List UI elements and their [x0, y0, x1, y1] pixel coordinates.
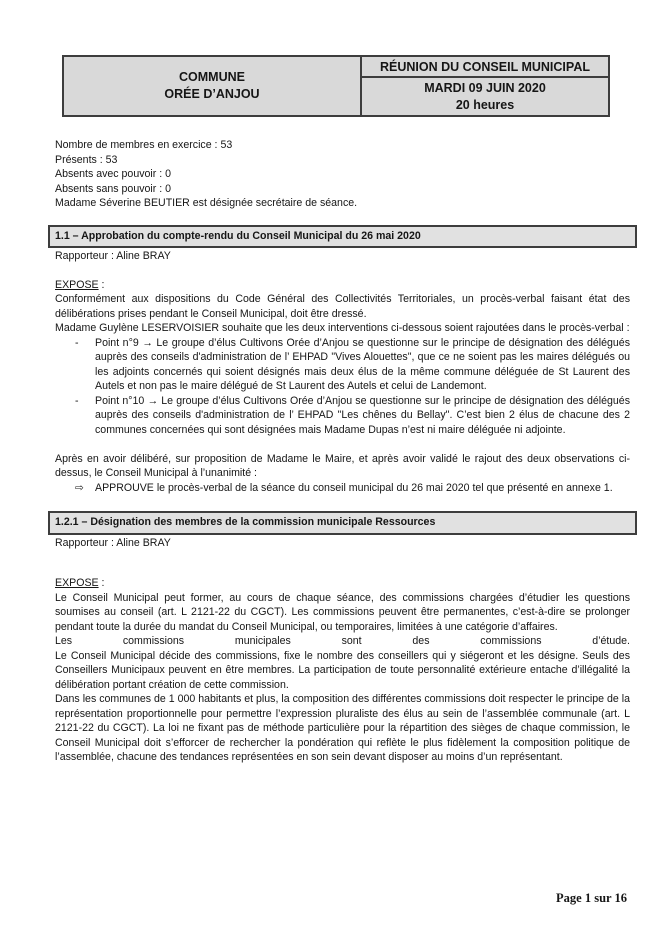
meeting-datetime: [362, 78, 608, 115]
commune-cell: [64, 57, 362, 115]
section-1-2-1-expose-heading: [55, 576, 630, 591]
dash-bullet-icon: -: [75, 336, 79, 349]
section-1-2-1-title-bar: [48, 511, 637, 535]
expose-label: EXPOSE: [55, 577, 99, 589]
section-1-1-paragraph-2: Madame Guylène LESERVOISIER souhaite que les deux interventions ci-dessous soient rajoutées dans le procès-verbal :: [55, 322, 630, 334]
header-table: [62, 55, 610, 117]
section-1-1-rapporteur: Rapporteur : Aline BRAY: [55, 250, 171, 262]
expose-colon: :: [98, 577, 105, 589]
section-1-1-title: 1.1 – Approbation du compte-rendu du Conseil Municipal du 26 mai 2020: [55, 229, 421, 242]
list-item-point-10: [55, 394, 630, 438]
meeting-time: 20 heures: [455, 97, 515, 112]
commune-line1: COMMUNE: [179, 70, 245, 84]
attendance-line-absents-pouvoir: Absents avec pouvoir : 0: [55, 168, 172, 180]
attendance-block: [55, 138, 630, 211]
meeting-date: MARDI 09 JUIN 2020: [424, 81, 546, 95]
page-number: Page 1 sur 16: [556, 891, 627, 905]
meeting-cell: [362, 57, 608, 115]
list-item-point-9: [55, 336, 630, 394]
section-1-1-paragraph-1: Conformément aux dispositions du Code Général des Collectivités Territoriales, un procès-verbal faisant état des délibérations prises pendant le Conseil Municipal, doit être dressé.: [55, 293, 630, 320]
list-item-point-10-text: Point n°10 → Le groupe d’élus Cultivons Orée d’Anjou se questionne sur le principe de désignation des délégués auprès des conseils d'administration de l’ EHPAD "Les chênes du Bellay". C’est bien 2 élus de chacune des 2 communes concernées qui sont désignées mais Madame Dupas n’est ni maire déléguée ni adjointe.: [95, 394, 630, 436]
list-item-point-9-text: Point n°9 → Le groupe d’élus Cultivons Orée d’Anjou se questionne sur le principe de désignation des délégués auprès des conseils d'administration de l’ EHPAD "Vives Alouettes", que ce ne soient pas les maires délégués ou les adjoints concernés qui soient désignés mais deux élus de la même commune déléguée de St Laurent des Autels et non pas le maire délégué de St Laurent des Autels et celui de Landemont.: [95, 336, 630, 392]
section-1-1-paragraph-3: Après en avoir délibéré, sur proposition de Madame le Maire, et après avoir validé le rajout des deux observations ci-dessus, le Conseil Municipal à l’unanimité :: [55, 452, 630, 479]
section-1-2-1-paragraph-1: Le Conseil Municipal peut former, au cours de chaque séance, des commissions chargées d’étudier les questions soumises au conseil (art. L 2121-22 du CGCT). Les commissions peuvent être permanentes, c’est-à-dire se prolonger pendant toute la durée du mandat du Conseil Municipal, ou temporaires, limitées à une catégorie d’affaires.: [55, 591, 630, 633]
section-1-2-1-rapporteur: Rapporteur : Aline BRAY: [55, 536, 171, 549]
section-1-1-title-bar: [48, 225, 637, 249]
attendance-line-absents-sans: Absents sans pouvoir : 0: [55, 182, 172, 195]
commune-line2: ORÉE D’ANJOU: [164, 87, 260, 101]
expose-colon: :: [98, 278, 105, 291]
section-1-2-1-title: 1.2.1 – Désignation des membres de la commission municipale Ressources: [55, 516, 436, 528]
section-1-2-1-paragraph-3: Le Conseil Municipal décide des commissions, fixe le nombre des conseillers qui y siégeront et les désigne. Seuls des Conseillers Municipaux peuvent en être membres. La participation de toute personnalité extérieure entache d’illégalité la délibération portant création de cette commission.: [55, 649, 630, 691]
arrow-right-icon: ⇨: [75, 481, 84, 494]
section-1-1-expose-heading: [55, 278, 630, 293]
section-1-2-1-paragraph-4: Dans les communes de 1 000 habitants et plus, la composition des différentes commissions doit respecter le principe de la représentation proportionnelle pour permettre l’expression pluraliste des élus au sein de l’assemblée communale (art. L 2121-22 du CGCT). La loi ne fixant pas de méthode particulière pour la répartition des sièges de chaque commission, le Conseil Municipal doit s’efforcer de rechercher la pondération qui reflète le plus fidèlement la composition politique de l’assemblée, chacune des tendances représentées en son sein devant disposer au moins d’un représentant.: [55, 693, 630, 763]
meeting-title: RÉUNION DU CONSEIL MUNICIPAL: [362, 57, 608, 78]
decision-item: [55, 481, 630, 496]
expose-label: EXPOSE: [55, 278, 99, 291]
attendance-line-members: Nombre de membres en exercice : 53: [55, 139, 233, 151]
attendance-line-secretaire: Madame Séverine BEUTIER est désignée secrétaire de séance.: [55, 197, 358, 209]
page-content: [55, 0, 630, 765]
dash-bullet-icon: -: [75, 394, 79, 407]
attendance-line-presents: Présents : 53: [55, 153, 118, 166]
decision-text: APPROUVE le procès-verbal de la séance du conseil municipal du 26 mai 2020 tel que présenté en annexe 1.: [95, 481, 613, 494]
section-1-2-1-paragraph-2: Les commissions municipales sont des commissions d’étude.: [55, 635, 630, 647]
